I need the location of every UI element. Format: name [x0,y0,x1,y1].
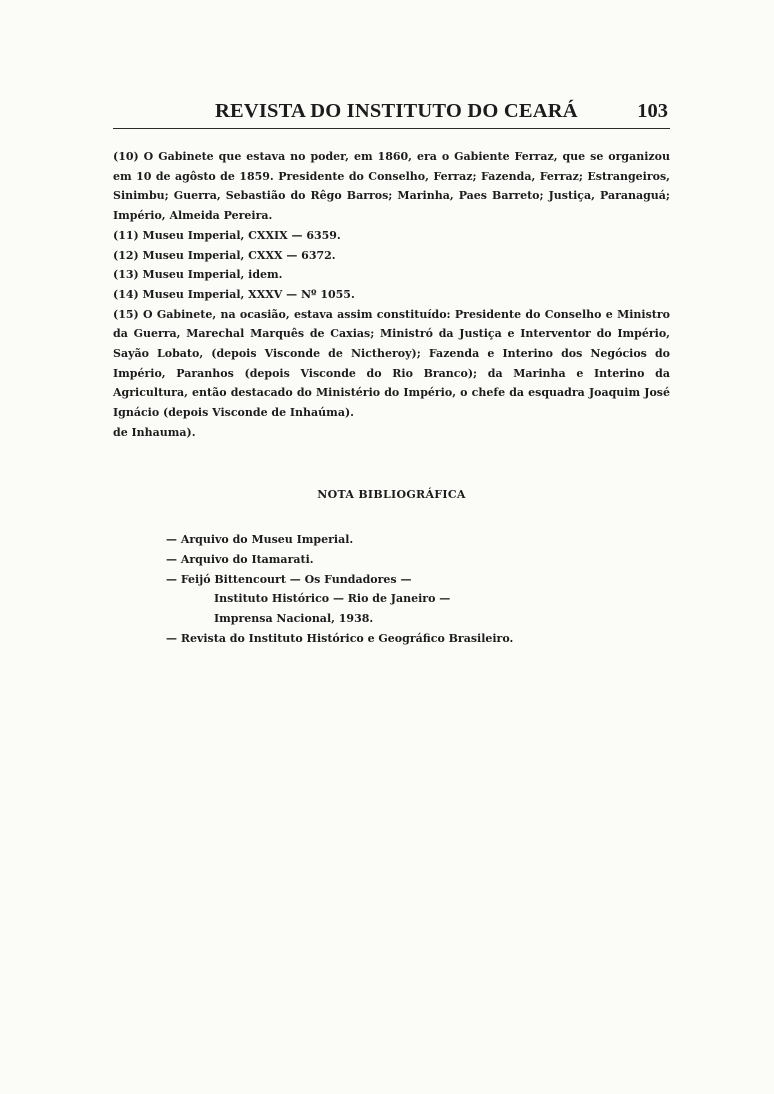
bibliography-list [166,530,666,649]
footnote-tail: de Inhauma). [113,425,196,439]
footnotes [113,147,670,443]
footnote-14: (14) Museu Imperial, XXXV — Nº 1055. [113,287,355,301]
running-title: REVISTA DO INSTITUTO DO CEARÁ [215,100,578,122]
bibliography-item-continuation: Imprensa Nacional, 1938. [214,612,374,626]
footnote-11: (11) Museu Imperial, CXXIX — 6359. [113,228,341,242]
bibliography-item-continuation: Instituto Histórico — Rio de Janeiro — [214,592,451,606]
footnote-15: (15) O Gabinete, na ocasião, estava assim constituído: Presidente do Conselho e Ministro da Guerra, Marechal Marquês de Caxias; Ministró da Justiça e Interventor do Império, Sayão Lobato, (depois Visconde de Nictheroy); Fazenda e Interino dos Negócios do Império, Paranhos (depois Visconde do Rio Branco); da Marinha e Interino da Agricultura, então destacado do Ministério do Império, o chefe da esquadra Joaquim José Ignácio (depois Visconde de Inhaúma). [113,307,670,420]
bibliography-item: — Revista do Instituto Histórico e Geográfico Brasileiro. [166,631,514,645]
bibliography-title: NOTA BIBLIOGRÁFICA [317,488,466,501]
bibliography-item: — Arquivo do Museu Imperial. [166,533,354,546]
page-number: 103 [637,100,668,122]
bibliography-item: — Feijó Bittencourt — Os Fundadores — [166,572,412,586]
footnote-13: (13) Museu Imperial, idem. [113,268,283,282]
footnote-12: (12) Museu Imperial, CXXX — 6372. [113,248,336,262]
bibliography-item: — Arquivo do Itamarati. [166,552,314,566]
running-header [113,98,670,129]
footnote-10: (10) O Gabinete que estava no poder, em 1860, era o Gabiente Ferraz, que se organizou em 10 de agôsto de 1859. Presidente do Conselho, Ferraz; Fazenda, Ferraz; Estrangeiros, Sinimbu; Guerra, Sebastião do Rêgo Barros; Marinha, Paes Barreto; Justiça, Paranaguá; Império, Almeida Pereira. [113,150,670,223]
